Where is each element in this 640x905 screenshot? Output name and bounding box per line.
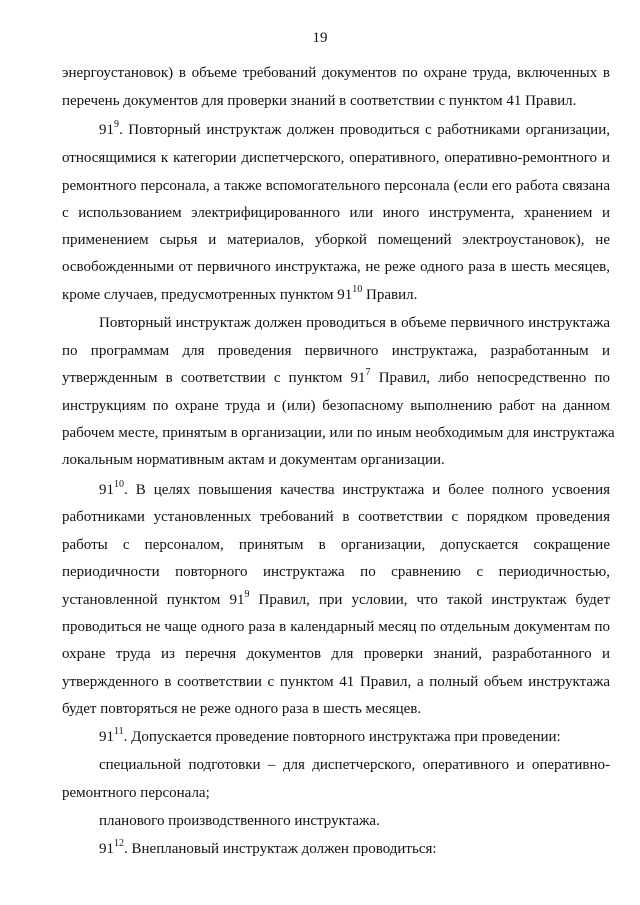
text-line: установленной пунктом $91^9$ Правил, при условии, что такой инструктаж будет (62, 589, 610, 608)
text-line: Повторный инструктаж должен проводиться в объеме первичного инструктажа (99, 315, 610, 331)
text-line: планового производственного инструктажа. (99, 813, 380, 829)
text-line: перечень документов для проверки знаний в соответствии с пунктом 41 Правил. (62, 93, 577, 109)
text-line: $91^9$. Повторный инструктаж должен проводиться с работниками организации, (99, 119, 610, 138)
text-line: ремонтного персонала; (62, 785, 210, 801)
text-line: с использованием электрифицированного или иного инструмента, хранением и (62, 205, 610, 221)
text-line: охране труда из перечня документов для проверки знаний, разработанного и (62, 646, 610, 662)
text-line: инструкциям по охране труда и (или) безопасному выполнению работ на данном (62, 398, 610, 414)
page-number: 19 (312, 30, 328, 46)
text-line: проводиться не чаще одного раза в календарный месяц по отдельным документам по (62, 619, 610, 635)
text-line: энергоустановок) в объеме требований документов по охране труда, включенных в (62, 65, 610, 81)
text-line: $91^{11}$. Допускается проведение повторного инструктажа при проведении: (99, 726, 561, 745)
text-line: относящимися к категории диспетчерского, оперативного, оперативно-ремонтного и (62, 150, 610, 166)
text-line: кроме случаев, предусмотренных пунктом $91^{10}$ Правил. (62, 284, 418, 303)
text-line: периодичности повторного инструктажа по сравнению с периодичностью, (62, 564, 610, 580)
text-line: ремонтного персонала, а также вспомогательного персонала (если его работа связана (62, 178, 610, 194)
text-line: освобожденными от первичного инструктажа, не реже одного раза в шесть месяцев, (62, 259, 610, 275)
text-line: локальным нормативным актам и документам организации. (62, 452, 445, 468)
text-line: специальной подготовки – для диспетчерского, оперативного и оперативно- (99, 757, 610, 773)
text-line: работы с персоналом, принятым в организации, допускается сокращение (62, 537, 610, 553)
text-line: $91^{12}$. Внеплановый инструктаж должен проводиться: (99, 838, 437, 857)
text-line: утвержденного в соответствии с пунктом 41 Правил, а полный объем инструктажа (62, 674, 610, 690)
text-line: по программам для проведения первичного инструктажа, разработанным и (62, 343, 610, 359)
text-line: утвержденным в соответствии с пунктом $91^7$ Правил, либо непосредственно по (62, 367, 610, 386)
text-line: работниками установленных требований в соответствии с порядком проведения (62, 509, 610, 525)
text-line: рабочем месте, принятым в организации, или по иным необходимым для инструктажа (62, 425, 615, 441)
text-line: будет повторяться не реже одного раза в шесть месяцев. (62, 701, 422, 717)
text-line: $91^{10}$. В целях повышения качества инструктажа и более полного усвоения (99, 479, 610, 498)
text-line: применением сырья и материалов, уборкой помещений электроустановок), не (62, 232, 610, 248)
